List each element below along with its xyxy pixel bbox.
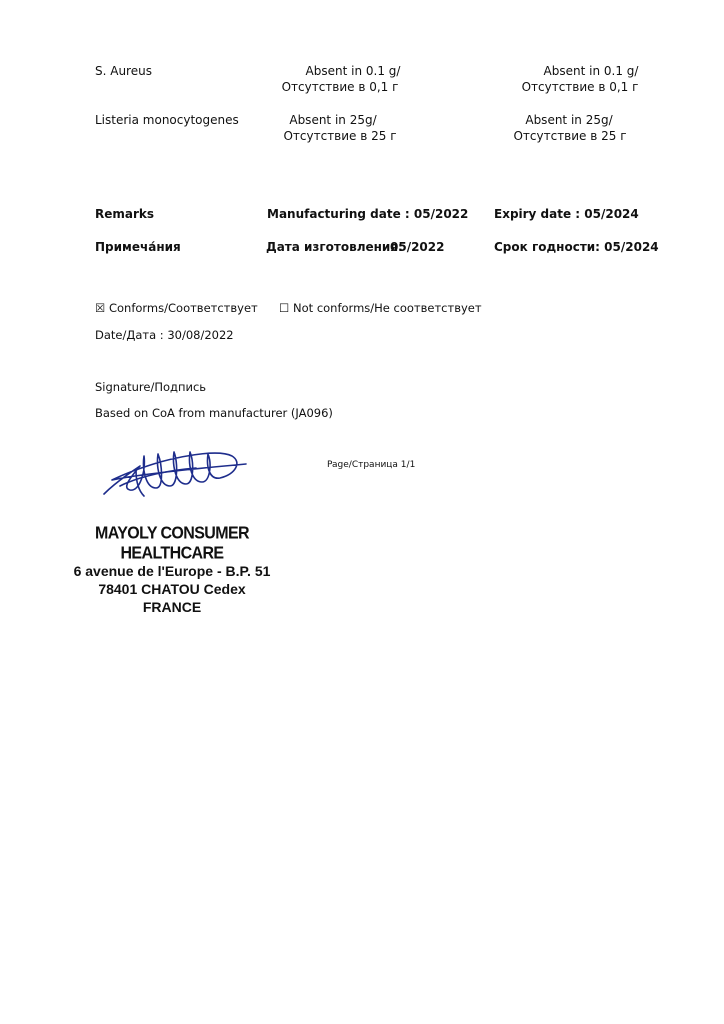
conformity-row bbox=[95, 301, 482, 315]
spec-ru: Отсутствие в 0,1 г bbox=[281, 80, 399, 94]
test-name: S. Aureus bbox=[95, 64, 152, 78]
based-on-note: Based on CoA from manufacturer (JA096) bbox=[95, 406, 333, 420]
conforms-checkbox[interactable]: ☒ bbox=[95, 301, 106, 315]
stamp-country: FRANCE bbox=[142, 599, 202, 615]
result-ru: Отсутствие в 0,1 г bbox=[521, 80, 639, 94]
not-conforms-label: Not conforms/Не соответствует bbox=[293, 301, 482, 315]
conforms-label: Conforms/Соответствует bbox=[108, 301, 258, 315]
stamp-address-line1: 6 avenue de l'Europe - B.P. 51 bbox=[73, 563, 271, 579]
result-en: Absent in 25g/ bbox=[525, 113, 613, 127]
stamp-company: MAYOLY CONSUMER HEALTHCARE bbox=[94, 523, 249, 564]
manufacturing-date-ru-value: 05/2022 bbox=[390, 240, 445, 254]
manufacturing-date-en: Manufacturing date : 05/2022 bbox=[267, 207, 469, 221]
date-line: Date/Дата : 30/08/2022 bbox=[95, 328, 234, 342]
not-conforms-checkbox[interactable]: ☐ bbox=[279, 301, 290, 315]
result-ru: Отсутствие в 25 г bbox=[513, 129, 627, 143]
expiry-date-en: Expiry date : 05/2024 bbox=[494, 207, 639, 221]
signature-label: Signature/Подпись bbox=[95, 380, 207, 394]
company-stamp bbox=[60, 523, 284, 616]
expiry-date-ru: Срок годности: 05/2024 bbox=[494, 240, 659, 254]
page-number: Page/Страница 1/1 bbox=[327, 460, 416, 470]
remarks-label-ru: Примеча́ния bbox=[95, 240, 181, 254]
spec-ru: Отсутствие в 25 г bbox=[283, 129, 397, 143]
spec-en: Absent in 25g/ bbox=[289, 113, 377, 127]
spec-en: Absent in 0.1 g/ bbox=[305, 64, 401, 78]
result-en: Absent in 0.1 g/ bbox=[543, 64, 639, 78]
manufacturing-date-ru-label: Дата изготовления: bbox=[266, 240, 403, 254]
stamp-address-line2: 78401 CHATOU Cedex bbox=[98, 581, 246, 597]
remarks-label-en: Remarks bbox=[95, 207, 155, 221]
handwritten-signature bbox=[100, 440, 250, 502]
test-name: Listeria monocytogenes bbox=[95, 113, 239, 127]
